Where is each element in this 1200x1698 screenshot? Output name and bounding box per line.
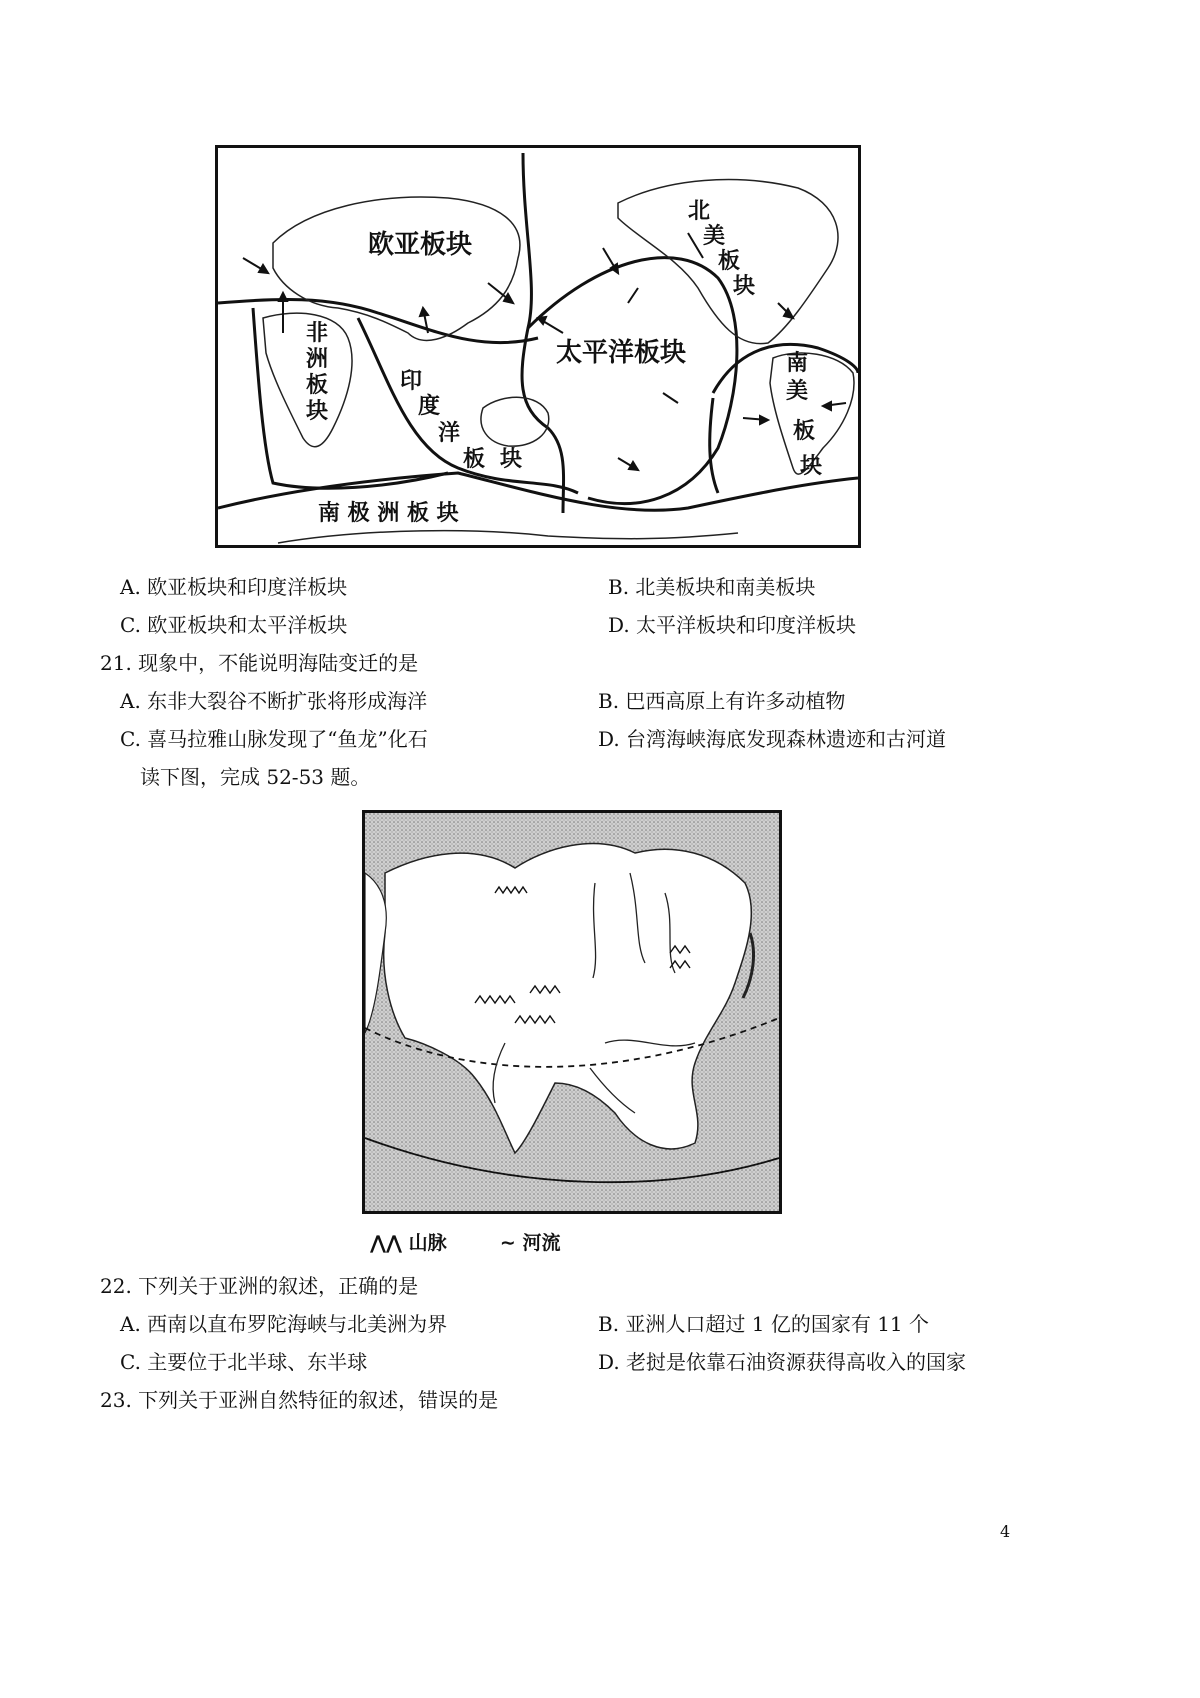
plate-boundary-americas: [710, 398, 718, 493]
label-africa-1: 非: [306, 321, 329, 346]
label-north-america-4: 块: [733, 274, 756, 299]
q22-option-b: B. 亚洲人口超过 1 亿的国家有 11 个: [598, 1312, 930, 1336]
label-south-america-1: 南: [786, 351, 809, 376]
q21-option-d: D. 台湾海峡海底发现森林遗迹和古河道: [598, 727, 947, 751]
label-africa-2: 洲: [306, 347, 329, 372]
q22-option-d: D. 老挝是依靠石油资源获得高收入的国家: [598, 1350, 967, 1374]
q21-option-a: A. 东非大裂谷不断扩张将形成海洋: [120, 689, 428, 713]
page-number: 4: [1000, 1522, 1011, 1541]
label-africa-3: 板: [306, 373, 329, 398]
q20-option-c: C. 欧亚板块和太平洋板块: [120, 613, 348, 637]
legend-river-label: 河流: [522, 1232, 561, 1254]
label-africa-4: 块: [306, 399, 329, 424]
plate-tectonics-map: [215, 145, 861, 548]
label-south-america-2: 美: [786, 379, 809, 404]
label-indian-3: 洋: [438, 421, 461, 446]
q20-option-a: A. 欧亚板块和印度洋板块: [120, 575, 348, 599]
label-eurasia-plate: 欧亚板块: [368, 230, 473, 260]
asia-map-svg: [365, 813, 779, 1211]
label-antarctic-plate: 南 极 洲 板 块: [318, 501, 459, 526]
river-legend-icon: ∼: [499, 1232, 516, 1254]
q20-option-d: D. 太平洋板块和印度洋板块: [608, 613, 857, 637]
label-pacific-plate: 太平洋板块: [556, 338, 687, 368]
asia-map: [362, 810, 782, 1214]
asia-map-legend: [370, 1228, 560, 1255]
label-south-america-4: 块: [800, 454, 823, 479]
plate-map-svg: [218, 148, 858, 545]
label-indian-4: 板: [463, 447, 486, 472]
label-north-america-3: 板: [718, 249, 741, 274]
label-north-america-1: 北: [688, 199, 711, 224]
antarctica-outline: [278, 531, 738, 543]
label-indian-1: 印: [400, 369, 423, 394]
mountain-legend-icon: ⋀⋀: [370, 1232, 403, 1254]
label-indian-2: 度: [418, 394, 441, 419]
plate-boundary-pacific-west: [522, 153, 564, 513]
plate-boundary-eurasia-africa: [218, 299, 538, 342]
q22-option-c: C. 主要位于北半球、东半球: [120, 1350, 368, 1374]
q20-option-b: B. 北美板块和南美板块: [608, 575, 816, 599]
label-north-america-2: 美: [703, 224, 726, 249]
q21-stem: 21. 现象中，不能说明海陆变迁的是: [100, 651, 419, 675]
label-indian-5: 块: [500, 447, 523, 472]
label-south-america-3: 板: [793, 419, 816, 444]
q22-option-a: A. 西南以直布罗陀海峡与北美洲为界: [120, 1312, 448, 1336]
read-map-instruction: 读下图，完成 52-53 题。: [140, 765, 371, 789]
q23-stem: 23. 下列关于亚洲自然特征的叙述，错误的是: [100, 1388, 499, 1412]
plate-boundary-antarctic: [218, 473, 858, 510]
legend-mountain-label: 山脉: [408, 1232, 447, 1254]
q21-option-b: B. 巴西高原上有许多动植物: [598, 689, 846, 713]
q21-option-c: C. 喜马拉雅山脉发现了“鱼龙”化石: [120, 727, 428, 751]
q22-stem: 22. 下列关于亚洲的叙述，正确的是: [100, 1274, 419, 1298]
